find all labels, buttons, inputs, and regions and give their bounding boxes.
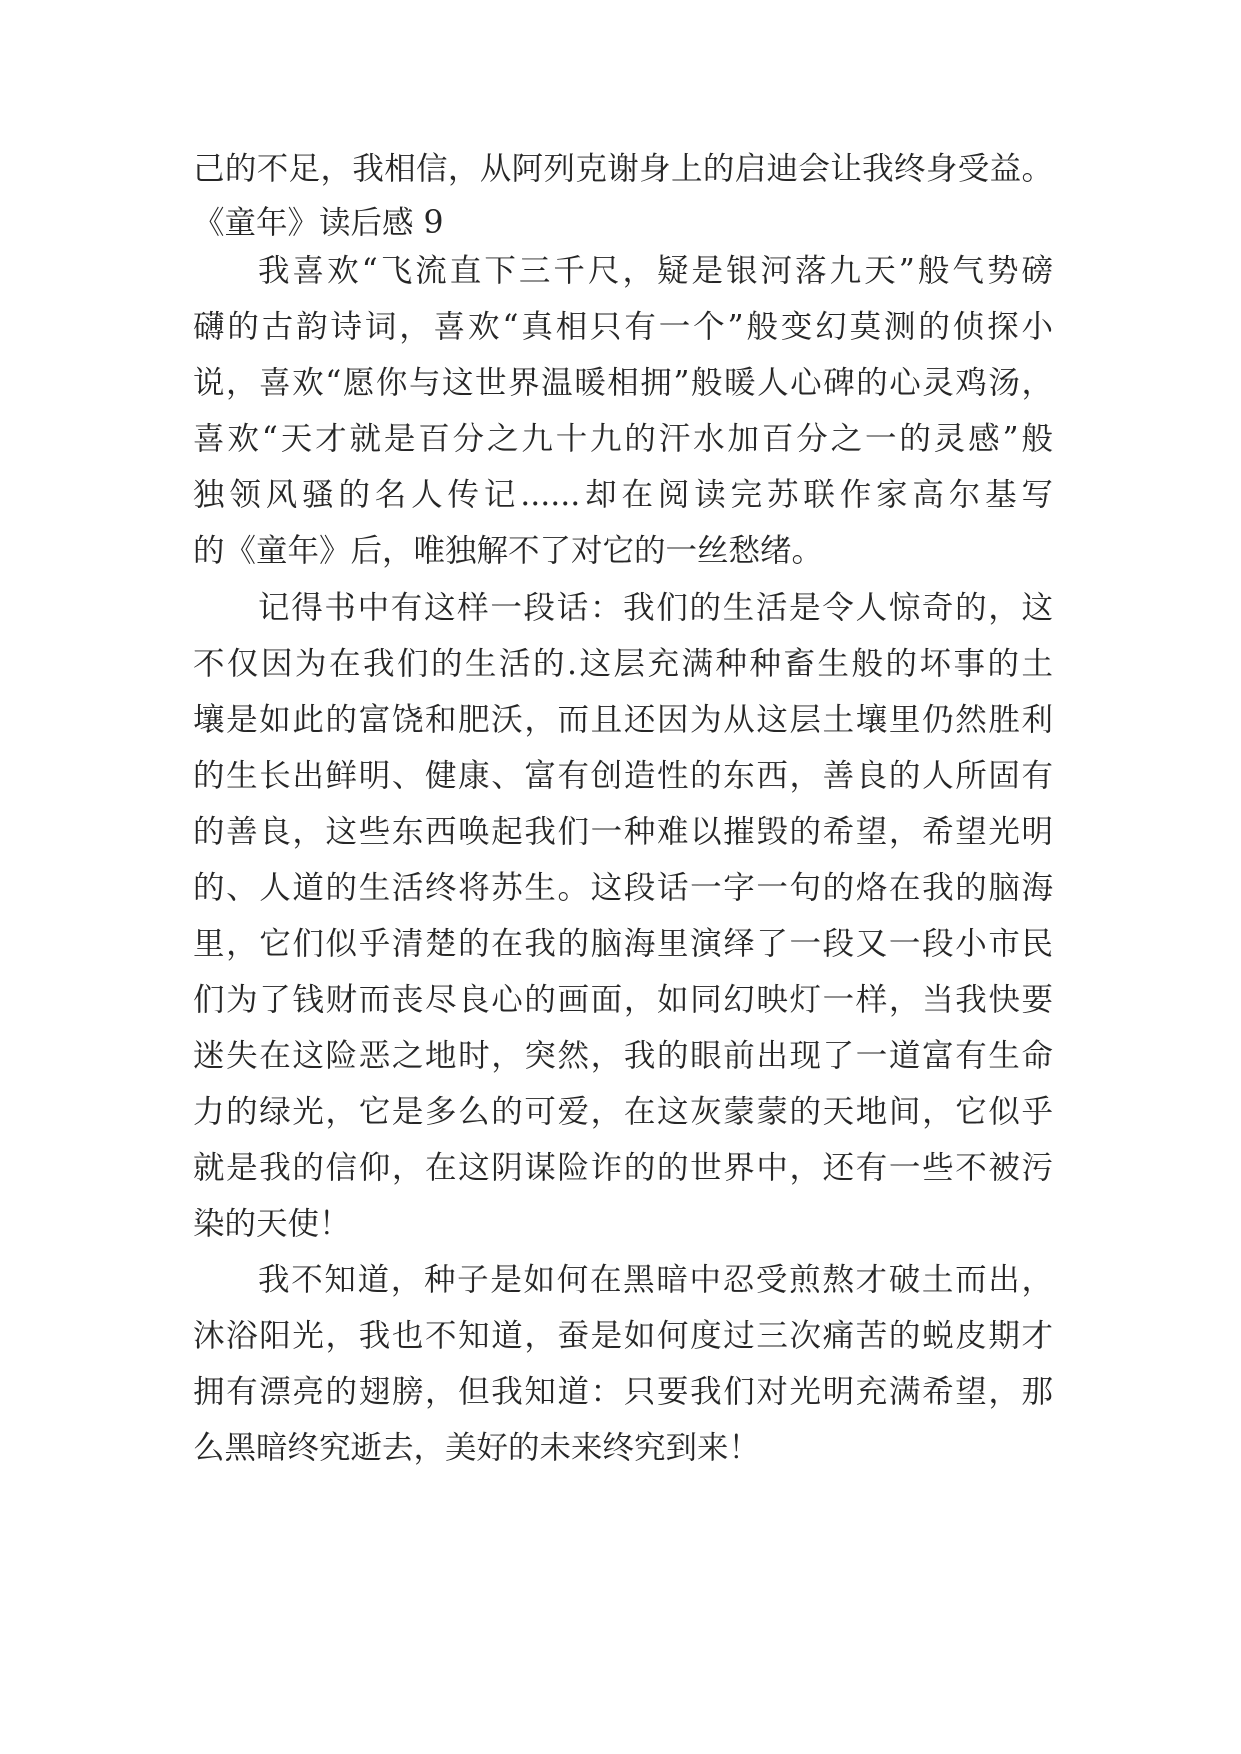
paragraph-2-line-3: 壤是如此的富饶和肥沃，而且还因为从这层土壤里仍然胜利 [193,702,1053,738]
paragraph-1-line-4: 喜欢“天才就是百分之九十九的汗水加百分之一的灵感”般 [193,421,1053,457]
paragraph-1-line-5: 独领风骚的名人传记......却在阅读完苏联作家高尔基写 [193,477,1053,513]
paragraph-1-line-1: 我喜欢“飞流直下三千尺，疑是银河落九天”般气势磅 [258,253,1053,289]
paragraph-3-line-2: 沐浴阳光，我也不知道，蚕是如何度过三次痛苦的蜕皮期才 [193,1318,1053,1354]
paragraph-2-line-11: 就是我的信仰，在这阴谋险诈的的世界中，还有一些不被污 [193,1150,1053,1186]
paragraph-2-line-8: 们为了钱财而丧尽良心的画面，如同幻映灯一样，当我快要 [193,982,1053,1018]
paragraph-2-line-12: 染的天使！ [193,1206,351,1242]
section-heading: 《童年》读后感 9 [193,205,444,241]
paragraph-2-line-4: 的生长出鲜明、健康、富有创造性的东西，善良的人所固有 [193,758,1053,794]
paragraph-1-line-2: 礴的古韵诗词，喜欢“真相只有一个”般变幻莫测的侦探小 [193,309,1053,345]
paragraph-3-line-1: 我不知道，种子是如何在黑暗中忍受煎熬才破土而出， [258,1262,1053,1298]
paragraph-2-line-10: 力的绿光，它是多么的可爱，在这灰蒙蒙的天地间，它似乎 [193,1094,1053,1130]
paragraph-3-line-3: 拥有漂亮的翅膀，但我知道：只要我们对光明充满希望，那 [193,1374,1053,1410]
lead-line: 己的不足，我相信，从阿列克谢身上的启迪会让我终身受益。 [193,151,1053,187]
paragraph-2-line-9: 迷失在这险恶之地时，突然，我的眼前出现了一道富有生命 [193,1038,1053,1074]
paragraph-2-line-2: 不仅因为在我们的生活的.这层充满种种畜生般的坏事的土 [193,646,1053,682]
paragraph-2-line-1: 记得书中有这样一段话：我们的生活是令人惊奇的，这 [258,590,1053,626]
paragraph-2-line-5: 的善良，这些东西唤起我们一种难以摧毁的希望，希望光明 [193,814,1053,850]
paragraph-1-line-6: 的《童年》后，唯独解不了对它的一丝愁绪。 [193,533,824,569]
paragraph-2-line-7: 里，它们似乎清楚的在我的脑海里演绎了一段又一段小市民 [193,926,1053,962]
paragraph-2-line-6: 的、人道的生活终将苏生。这段话一字一句的烙在我的脑海 [193,870,1053,906]
paragraph-1-line-3: 说，喜欢“愿你与这世界温暖相拥”般暖人心碑的心灵鸡汤， [193,365,1053,401]
paragraph-3-line-4: 么黑暗终究逝去，美好的未来终究到来！ [193,1430,761,1466]
